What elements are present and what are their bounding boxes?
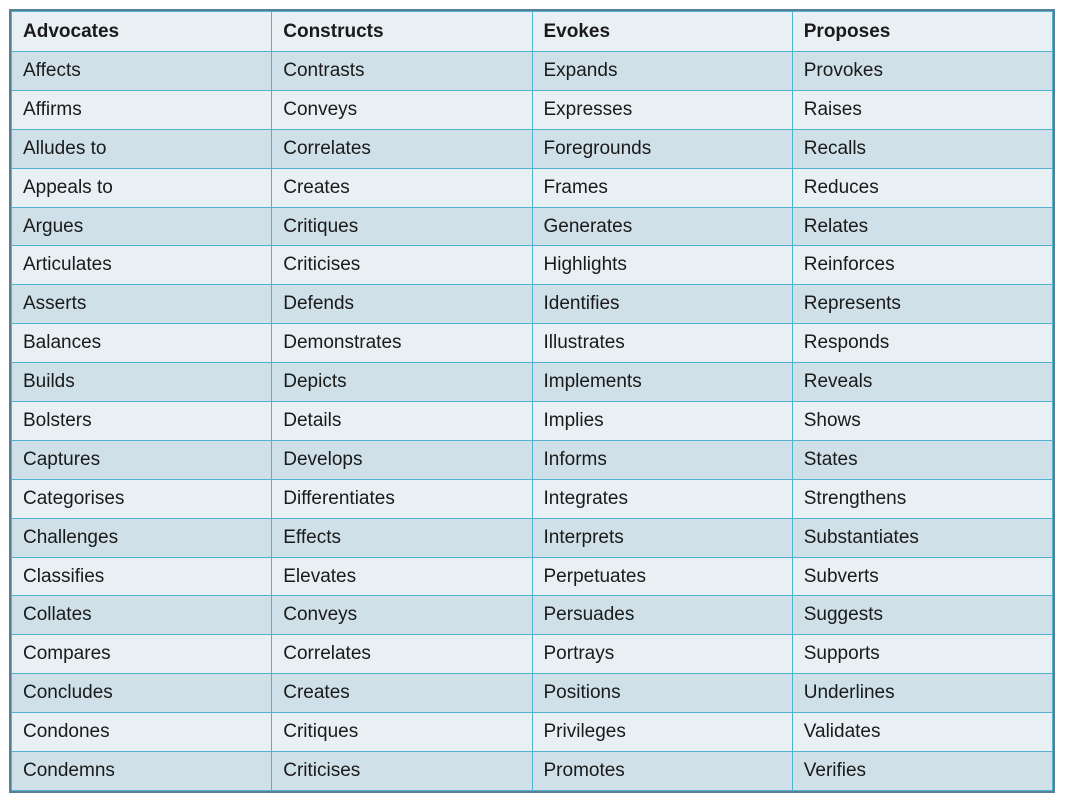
table-cell: Strengthens [792,479,1052,518]
table-row [12,596,1053,635]
table-row [12,246,1053,285]
table-cell: Criticises [272,752,532,791]
table-cell: Defends [272,285,532,324]
table-cell: Subverts [792,557,1052,596]
table-row [12,52,1053,91]
table-cell: Conveys [272,90,532,129]
table-body [12,52,1053,791]
column-header-proposes: Proposes [792,12,1052,52]
table-cell: Implies [532,402,792,441]
table-cell: Expands [532,52,792,91]
table-cell: Argues [12,207,272,246]
table-cell: Articulates [12,246,272,285]
table-cell: Foregrounds [532,129,792,168]
table-cell: Highlights [532,246,792,285]
table-cell: Affects [12,52,272,91]
table-row [12,479,1053,518]
table-row [12,90,1053,129]
table-cell: Expresses [532,90,792,129]
table-cell: Elevates [272,557,532,596]
table-cell: Collates [12,596,272,635]
table-cell: Integrates [532,479,792,518]
table-cell: Verifies [792,752,1052,791]
table-cell: Creates [272,168,532,207]
table-cell: Shows [792,402,1052,441]
table-cell: Depicts [272,363,532,402]
table-cell: Supports [792,635,1052,674]
table-cell: Classifies [12,557,272,596]
table-row [12,129,1053,168]
table-row [12,363,1053,402]
verb-table [11,11,1053,791]
column-header-advocates: Advocates [12,12,272,52]
table-cell: Frames [532,168,792,207]
table-cell: Validates [792,713,1052,752]
table-cell: Categorises [12,479,272,518]
table-cell: Differentiates [272,479,532,518]
table-cell: Balances [12,324,272,363]
table-cell: Reveals [792,363,1052,402]
table-cell: Concludes [12,674,272,713]
table-cell: Raises [792,90,1052,129]
table-row [12,557,1053,596]
table-cell: Positions [532,674,792,713]
table-row [12,674,1053,713]
table-row [12,402,1053,441]
table-cell: Reduces [792,168,1052,207]
table-cell: Alludes to [12,129,272,168]
table-cell: Suggests [792,596,1052,635]
table-cell: Criticises [272,246,532,285]
column-header-constructs: Constructs [272,12,532,52]
table-cell: Promotes [532,752,792,791]
table-cell: Generates [532,207,792,246]
verb-table-frame [9,9,1055,793]
table-cell: Relates [792,207,1052,246]
table-row [12,752,1053,791]
table-cell: Responds [792,324,1052,363]
table-row [12,324,1053,363]
table-cell: Bolsters [12,402,272,441]
table-cell: Builds [12,363,272,402]
table-row [12,168,1053,207]
table-cell: Substantiates [792,518,1052,557]
table-row [12,713,1053,752]
table-cell: Perpetuates [532,557,792,596]
table-cell: Condones [12,713,272,752]
table-cell: Represents [792,285,1052,324]
table-cell: Critiques [272,713,532,752]
table-row [12,635,1053,674]
table-cell: Reinforces [792,246,1052,285]
column-header-evokes: Evokes [532,12,792,52]
table-header [12,12,1053,52]
table-cell: Challenges [12,518,272,557]
table-cell: Appeals to [12,168,272,207]
table-cell: Effects [272,518,532,557]
table-cell: Demonstrates [272,324,532,363]
table-cell: Compares [12,635,272,674]
table-row [12,207,1053,246]
table-cell: Recalls [792,129,1052,168]
table-cell: Implements [532,363,792,402]
table-cell: Asserts [12,285,272,324]
table-cell: Conveys [272,596,532,635]
table-cell: Correlates [272,635,532,674]
table-cell: Correlates [272,129,532,168]
table-row [12,440,1053,479]
table-cell: States [792,440,1052,479]
table-cell: Condemns [12,752,272,791]
table-row [12,518,1053,557]
table-cell: Illustrates [532,324,792,363]
table-cell: Details [272,402,532,441]
table-cell: Provokes [792,52,1052,91]
table-cell: Underlines [792,674,1052,713]
table-cell: Affirms [12,90,272,129]
table-cell: Creates [272,674,532,713]
table-cell: Develops [272,440,532,479]
table-row [12,285,1053,324]
table-cell: Interprets [532,518,792,557]
table-cell: Informs [532,440,792,479]
table-cell: Contrasts [272,52,532,91]
table-cell: Portrays [532,635,792,674]
table-cell: Captures [12,440,272,479]
table-cell: Privileges [532,713,792,752]
header-row [12,12,1053,52]
table-cell: Identifies [532,285,792,324]
table-cell: Persuades [532,596,792,635]
table-cell: Critiques [272,207,532,246]
